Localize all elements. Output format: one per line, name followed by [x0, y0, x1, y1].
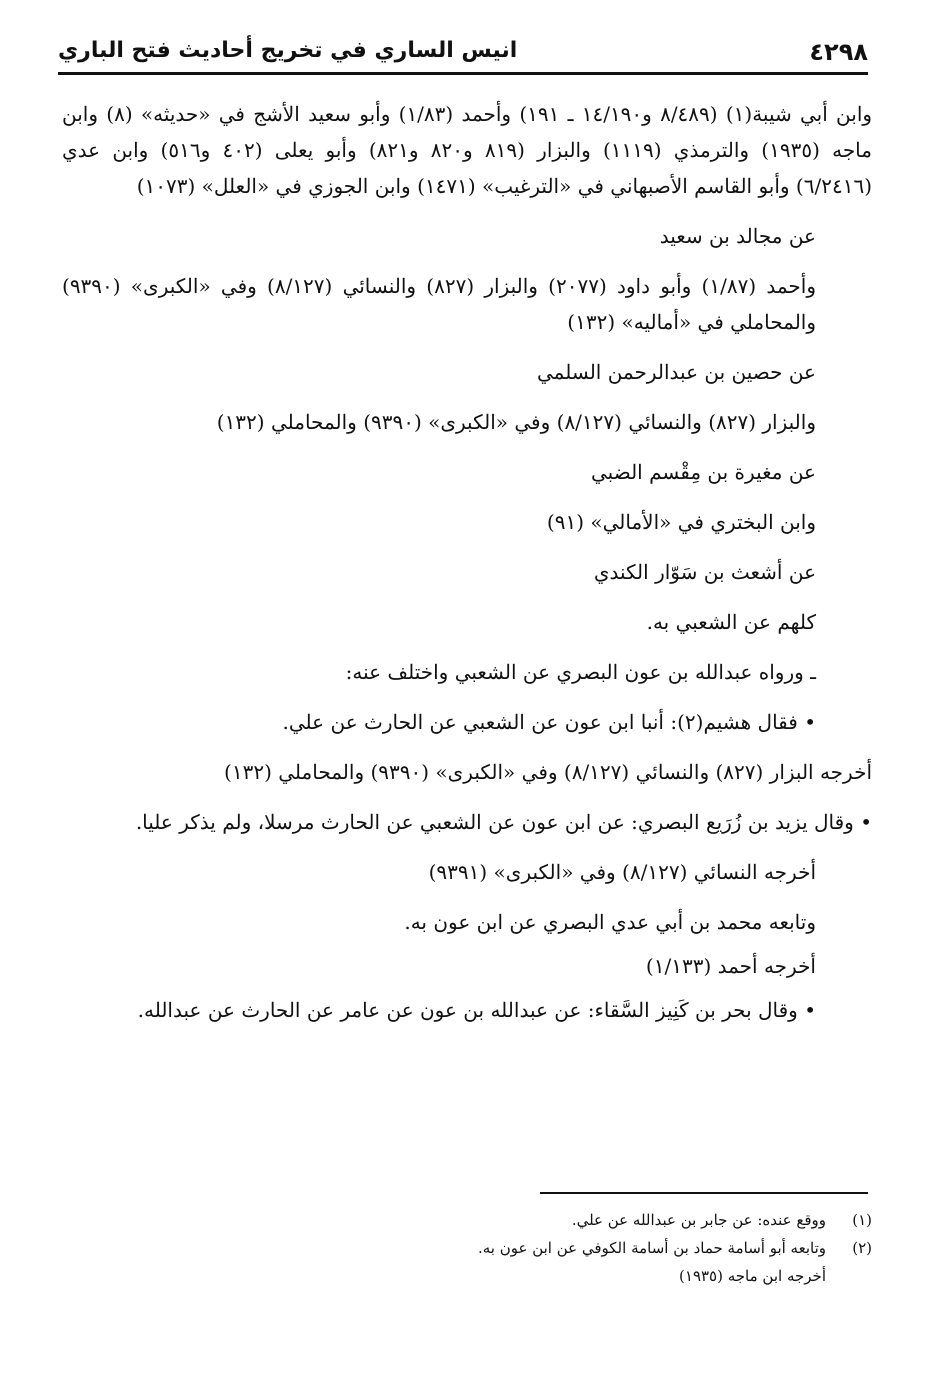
paragraph-citations-husayn: وأحمد (١/٨٧) وأبو داود (٢٠٧٧) والبزار (٨٢٧) والنسائي (٨/١٢٧) وفي «الكبرى» (٩٣٩٠) والمحاملي في «أماليه» (١٣٢)	[62, 274, 816, 334]
page-header	[58, 30, 868, 78]
footnote-rule	[540, 1192, 868, 1194]
main-text	[62, 96, 872, 1042]
paragraph-citations-mujalid: وابن أبي شيبة(١) (٨/٤٨٩ و١٤/١٩٠ ـ ١٩١) وأحمد (١/٨٣) وأبو سعيد الأشج في «حديثه» (٨) وابن ماجه (١٩٣٥) والترمذي (١١١٩) والبزار (٨١٩ و٨٢٠ و٨٢١) وأبو يعلى (٤٠٢ و٥١٦) وابن عدي (٦/٢٤١٦) وأبو القاسم الأصبهاني في «الترغيب» (١٤٧١) وابن الجوزي في «العلل» (١٠٧٣)	[62, 102, 873, 198]
footnote-2-text: وتابعه أبو أسامة حماد بن أسامة الكوفي عن ابن عون به.	[477, 1239, 826, 1257]
paragraph-citations-bakhtari: وابن البختري في «الأمالي» (٩١)	[546, 510, 816, 534]
paragraph-ibn-awn: ـ ورواه عبدالله بن عون البصري عن الشعبي واختلف عنه:	[345, 660, 816, 684]
narrator-ashath: عن أشعث بن سَوّار الكندي	[593, 560, 816, 584]
paragraph-citations-ahmad: أخرجه أحمد (١/١٣٣)	[645, 954, 816, 978]
narrator-mujalid: عن مجالد بن سعيد	[659, 224, 816, 248]
header-rule	[58, 72, 868, 75]
bullet-bahr: • وقال بحر بن كَنِيز السَّقاء: عن عبدالله بن عون عن عامر عن الحارث عن عبدالله.	[137, 998, 816, 1022]
footnote-1	[62, 1206, 872, 1234]
summary-line: كلهم عن الشعبي به.	[646, 610, 816, 634]
bullet-yazid: • وقال يزيد بن زُرَيع البصري: عن ابن عون عن الشعبي عن الحارث مرسلا، ولم يذكر عليا.	[135, 810, 872, 834]
paragraph-citations-hushaym: أخرجه البزار (٨٢٧) والنسائي (٨/١٢٧) وفي «الكبرى» (٩٣٩٠) والمحاملي (١٣٢)	[224, 760, 872, 784]
bullet-hushaym: • فقال هشيم(٢): أنبا ابن عون عن الشعبي عن الحارث عن علي.	[282, 710, 816, 734]
narrator-mughira: عن مغيرة بن مِقْسم الضبي	[591, 460, 816, 484]
footnote-1-text: ووقع عنده: عن جابر بن عبدالله عن علي.	[571, 1211, 826, 1229]
paragraph-ibn-abi-adi: وتابعه محمد بن أبي عدي البصري عن ابن عون به.	[404, 910, 816, 934]
book-title: انيس الساري في تخريج أحاديث فتح الباري	[58, 38, 518, 63]
paragraph-citations-mughira: والبزار (٨٢٧) والنسائي (٨/١٢٧) وفي «الكبرى» (٩٣٩٠) والمحاملي (١٣٢)	[216, 410, 816, 434]
footnote-2-continuation: أخرجه ابن ماجه (١٩٣٥)	[679, 1267, 826, 1285]
footnote-1-number: (١)	[852, 1211, 872, 1229]
footnote-2-number: (٢)	[852, 1239, 872, 1257]
page-number: ٤٢٩٨	[809, 38, 868, 66]
footnotes	[62, 1206, 872, 1290]
footnote-2	[62, 1234, 872, 1262]
paragraph-citations-nasai: أخرجه النسائي (٨/١٢٧) وفي «الكبرى» (٩٣٩١)	[428, 860, 816, 884]
narrator-husayn: عن حصين بن عبدالرحمن السلمي	[537, 360, 816, 384]
